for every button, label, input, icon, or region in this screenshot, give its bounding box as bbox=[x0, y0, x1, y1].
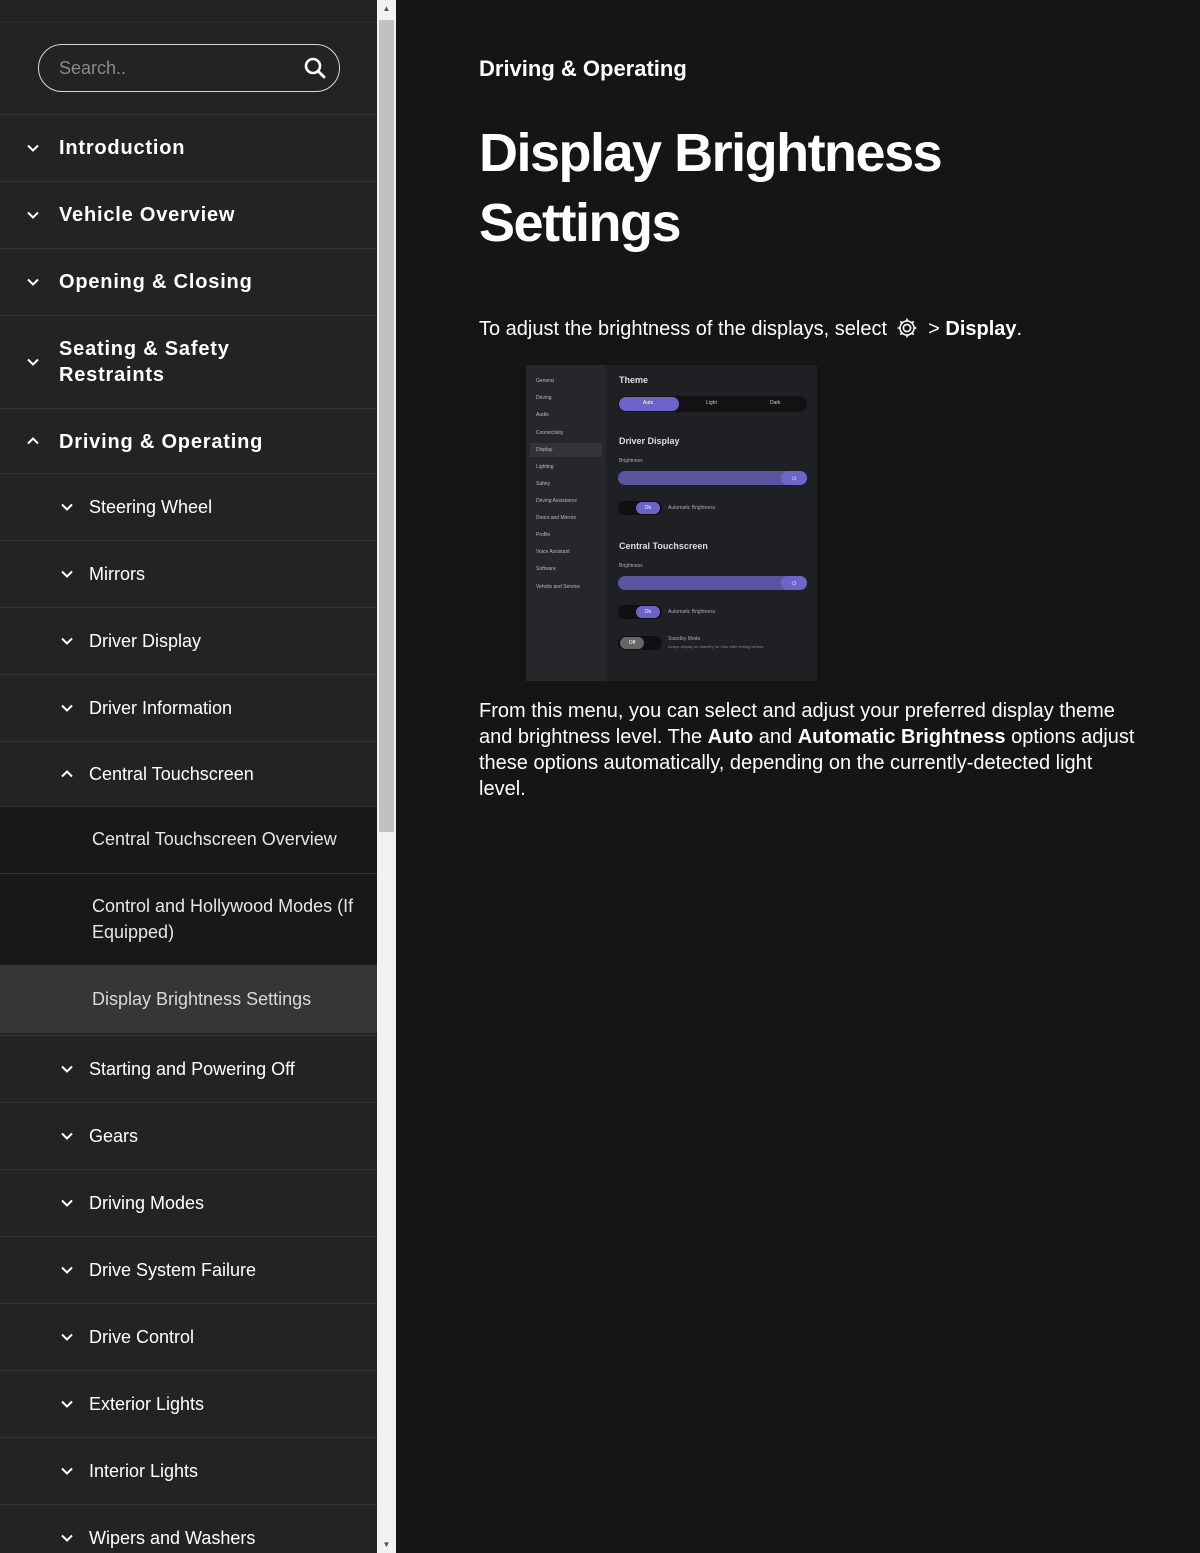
gear-icon bbox=[895, 316, 919, 340]
screenshot-menu-item: Driving Assistance bbox=[536, 498, 577, 504]
search-input[interactable] bbox=[57, 45, 291, 92]
screenshot-toggle-knob: Off bbox=[620, 637, 644, 649]
sidebar-item-driver-information[interactable] bbox=[0, 674, 377, 741]
chevron-down-icon bbox=[26, 275, 40, 289]
screenshot-toggle-knob: On bbox=[636, 606, 660, 618]
intro-display-link: Display bbox=[945, 318, 1017, 340]
sidebar-item-label: Central Touchscreen Overview bbox=[92, 829, 337, 849]
sidebar-item-opening-closing[interactable] bbox=[0, 248, 377, 315]
sidebar-item-label: Seating & Safety Restraints bbox=[59, 338, 230, 386]
screenshot-standby-label: Standby Mode bbox=[668, 636, 701, 642]
intro-text-before: To adjust the brightness of the displays, select bbox=[479, 318, 893, 340]
description-text: and bbox=[753, 726, 798, 748]
sidebar-item-steering-wheel[interactable] bbox=[0, 473, 377, 540]
sidebar-item-display-brightness-settings[interactable] bbox=[0, 965, 377, 1033]
sidebar-item-mirrors[interactable] bbox=[0, 540, 377, 607]
intro-arrow: > bbox=[922, 318, 946, 340]
search-area bbox=[0, 22, 377, 115]
screenshot-toggle-knob: On bbox=[636, 502, 660, 514]
screenshot-brightness-slider bbox=[618, 576, 807, 590]
screenshot-standby-toggle bbox=[618, 636, 662, 650]
sidebar-item-central-touchscreen[interactable] bbox=[0, 741, 377, 806]
chevron-down-icon bbox=[60, 1464, 74, 1478]
screenshot-standby-desc: Keeps display on standby for 2hrs after exiting vehicle bbox=[668, 644, 764, 649]
sidebar-item-wipers-washers[interactable] bbox=[0, 1504, 377, 1553]
screenshot-menu-item: General bbox=[536, 378, 554, 384]
sidebar-item-seating-safety[interactable] bbox=[0, 315, 377, 408]
sidebar-item-drive-control[interactable] bbox=[0, 1303, 377, 1370]
display-settings-screenshot bbox=[526, 365, 817, 681]
screenshot-settings-menu bbox=[526, 365, 606, 681]
chevron-down-icon bbox=[26, 141, 40, 155]
screenshot-settings-panel bbox=[606, 365, 817, 681]
screenshot-menu-item: Lighting bbox=[536, 464, 554, 470]
chevron-down-icon bbox=[60, 634, 74, 648]
intro-text bbox=[479, 314, 1022, 344]
sidebar-item-label: Central Touchscreen bbox=[89, 764, 254, 784]
sidebar-item-label: Opening & Closing bbox=[59, 271, 253, 293]
screenshot-brightness-label: Brightness bbox=[619, 563, 643, 569]
main-content bbox=[396, 0, 1200, 1553]
sidebar-item-driving-operating[interactable] bbox=[0, 408, 377, 473]
chevron-up-icon bbox=[60, 767, 74, 781]
sidebar-scrollbar[interactable] bbox=[377, 0, 396, 1553]
intro-text-after: . bbox=[1016, 318, 1023, 340]
sidebar-item-label: Interior Lights bbox=[89, 1461, 199, 1481]
description-bold-auto: Auto bbox=[707, 726, 754, 748]
screenshot-menu-item: Profile bbox=[536, 532, 551, 538]
sidebar-item-exterior-lights[interactable] bbox=[0, 1370, 377, 1437]
screenshot-menu-item: Safety bbox=[536, 481, 551, 487]
section-label: Driving & Operating bbox=[479, 56, 687, 81]
sidebar-item-label: Introduction bbox=[59, 137, 186, 159]
screenshot-theme-option: Dark bbox=[770, 400, 781, 406]
sidebar-item-label: Exterior Lights bbox=[89, 1394, 205, 1414]
screenshot-driver-display-heading: Driver Display bbox=[619, 436, 680, 446]
screenshot-theme-option: Light bbox=[706, 400, 717, 406]
chevron-down-icon bbox=[60, 1196, 74, 1210]
screenshot-theme-selector bbox=[618, 396, 807, 412]
sidebar-item-label: Starting and Powering Off bbox=[89, 1059, 295, 1079]
page-title: Display Brightness Settings bbox=[479, 123, 942, 253]
screenshot-auto-brightness-toggle bbox=[618, 501, 662, 515]
sidebar-item-vehicle-overview[interactable] bbox=[0, 181, 377, 248]
sidebar-item-driver-display[interactable] bbox=[0, 607, 377, 674]
screenshot-brightness-label: Brightness bbox=[619, 458, 643, 464]
chevron-down-icon bbox=[60, 500, 74, 514]
sidebar-item-label: Mirrors bbox=[89, 564, 145, 584]
sidebar-item-label: Vehicle Overview bbox=[59, 204, 236, 226]
chevron-down-icon bbox=[60, 567, 74, 581]
sun-icon: ☼ bbox=[781, 576, 807, 590]
screenshot-menu-item: Audio bbox=[536, 412, 549, 418]
screenshot-theme-option: Auto bbox=[643, 400, 654, 406]
sidebar-item-label: Gears bbox=[89, 1126, 139, 1146]
screenshot-touchscreen-heading: Central Touchscreen bbox=[619, 541, 708, 551]
chevron-down-icon bbox=[60, 1397, 74, 1411]
sidebar-item-label: Steering Wheel bbox=[89, 497, 213, 517]
sidebar-item-control-hollywood-modes[interactable] bbox=[0, 873, 377, 965]
chevron-down-icon bbox=[60, 1330, 74, 1344]
description-bold-automatic-brightness: Automatic Brightness bbox=[797, 726, 1006, 748]
screenshot-auto-brightness-label: Automatic Brightness bbox=[668, 505, 716, 511]
screenshot-menu-item: Vehicle and Service bbox=[536, 584, 580, 590]
sidebar-item-starting-powering-off[interactable] bbox=[0, 1035, 377, 1102]
chevron-down-icon bbox=[26, 208, 40, 222]
screenshot-menu-item: Driving bbox=[536, 395, 552, 401]
sidebar-item-central-touchscreen-overview[interactable] bbox=[0, 806, 377, 873]
sidebar-nav bbox=[0, 0, 377, 1553]
sidebar-item-label: Drive System Failure bbox=[89, 1260, 257, 1280]
chevron-down-icon bbox=[60, 701, 74, 715]
sidebar-item-introduction[interactable] bbox=[0, 114, 377, 181]
sidebar-item-driving-modes[interactable] bbox=[0, 1169, 377, 1236]
screenshot-brightness-slider bbox=[618, 471, 807, 485]
chevron-down-icon bbox=[60, 1263, 74, 1277]
search-icon[interactable] bbox=[303, 56, 327, 80]
screenshot-menu-item: Doors and Mirrors bbox=[536, 515, 577, 521]
description-paragraph bbox=[479, 698, 1144, 802]
search-box[interactable] bbox=[38, 44, 340, 92]
description-text: From this menu, you can select and adjust your preferred display theme and brightness level. The bbox=[479, 700, 1115, 748]
screenshot-auto-brightness-toggle bbox=[618, 605, 662, 619]
sidebar-item-label: Driver Display bbox=[89, 631, 202, 651]
sun-icon: ☼ bbox=[781, 471, 807, 485]
sidebar-item-label: Driver Information bbox=[89, 698, 233, 718]
sidebar-item-label: Driving & Operating bbox=[59, 431, 264, 453]
sidebar-item-label: Drive Control bbox=[89, 1327, 195, 1347]
chevron-down-icon bbox=[60, 1129, 74, 1143]
sidebar-item-gears[interactable] bbox=[0, 1102, 377, 1169]
chevron-down-icon bbox=[26, 355, 40, 369]
sidebar-item-interior-lights[interactable] bbox=[0, 1437, 377, 1504]
sidebar-item-label: Driving Modes bbox=[89, 1193, 205, 1213]
chevron-down-icon bbox=[60, 1062, 74, 1076]
sidebar-item-label: Control and Hollywood Modes (If Equipped) bbox=[92, 896, 354, 942]
screenshot-theme-heading: Theme bbox=[619, 375, 649, 385]
sidebar-item-label: Display Brightness Settings bbox=[92, 989, 312, 1009]
scrollbar-thumb[interactable] bbox=[379, 20, 394, 832]
screenshot-menu-item: Software bbox=[536, 566, 556, 572]
screenshot-menu-item: Voice Assistant bbox=[536, 549, 570, 555]
description-text: options adjust these options automatically, depending on the currently-detected light level. bbox=[479, 726, 1135, 800]
screenshot-auto-brightness-label: Automatic Brightness bbox=[668, 609, 716, 615]
sidebar-item-label: Wipers and Washers bbox=[89, 1528, 256, 1548]
screenshot-menu-item: Display bbox=[536, 447, 553, 453]
scroll-down-arrow-icon[interactable]: ▼ bbox=[382, 1540, 391, 1549]
sidebar-item-drive-system-failure[interactable] bbox=[0, 1236, 377, 1303]
screenshot-menu-item: Connectivity bbox=[536, 430, 564, 436]
scroll-up-arrow-icon[interactable]: ▲ bbox=[382, 4, 391, 13]
chevron-up-icon bbox=[26, 434, 40, 448]
chevron-down-icon bbox=[60, 1531, 74, 1545]
